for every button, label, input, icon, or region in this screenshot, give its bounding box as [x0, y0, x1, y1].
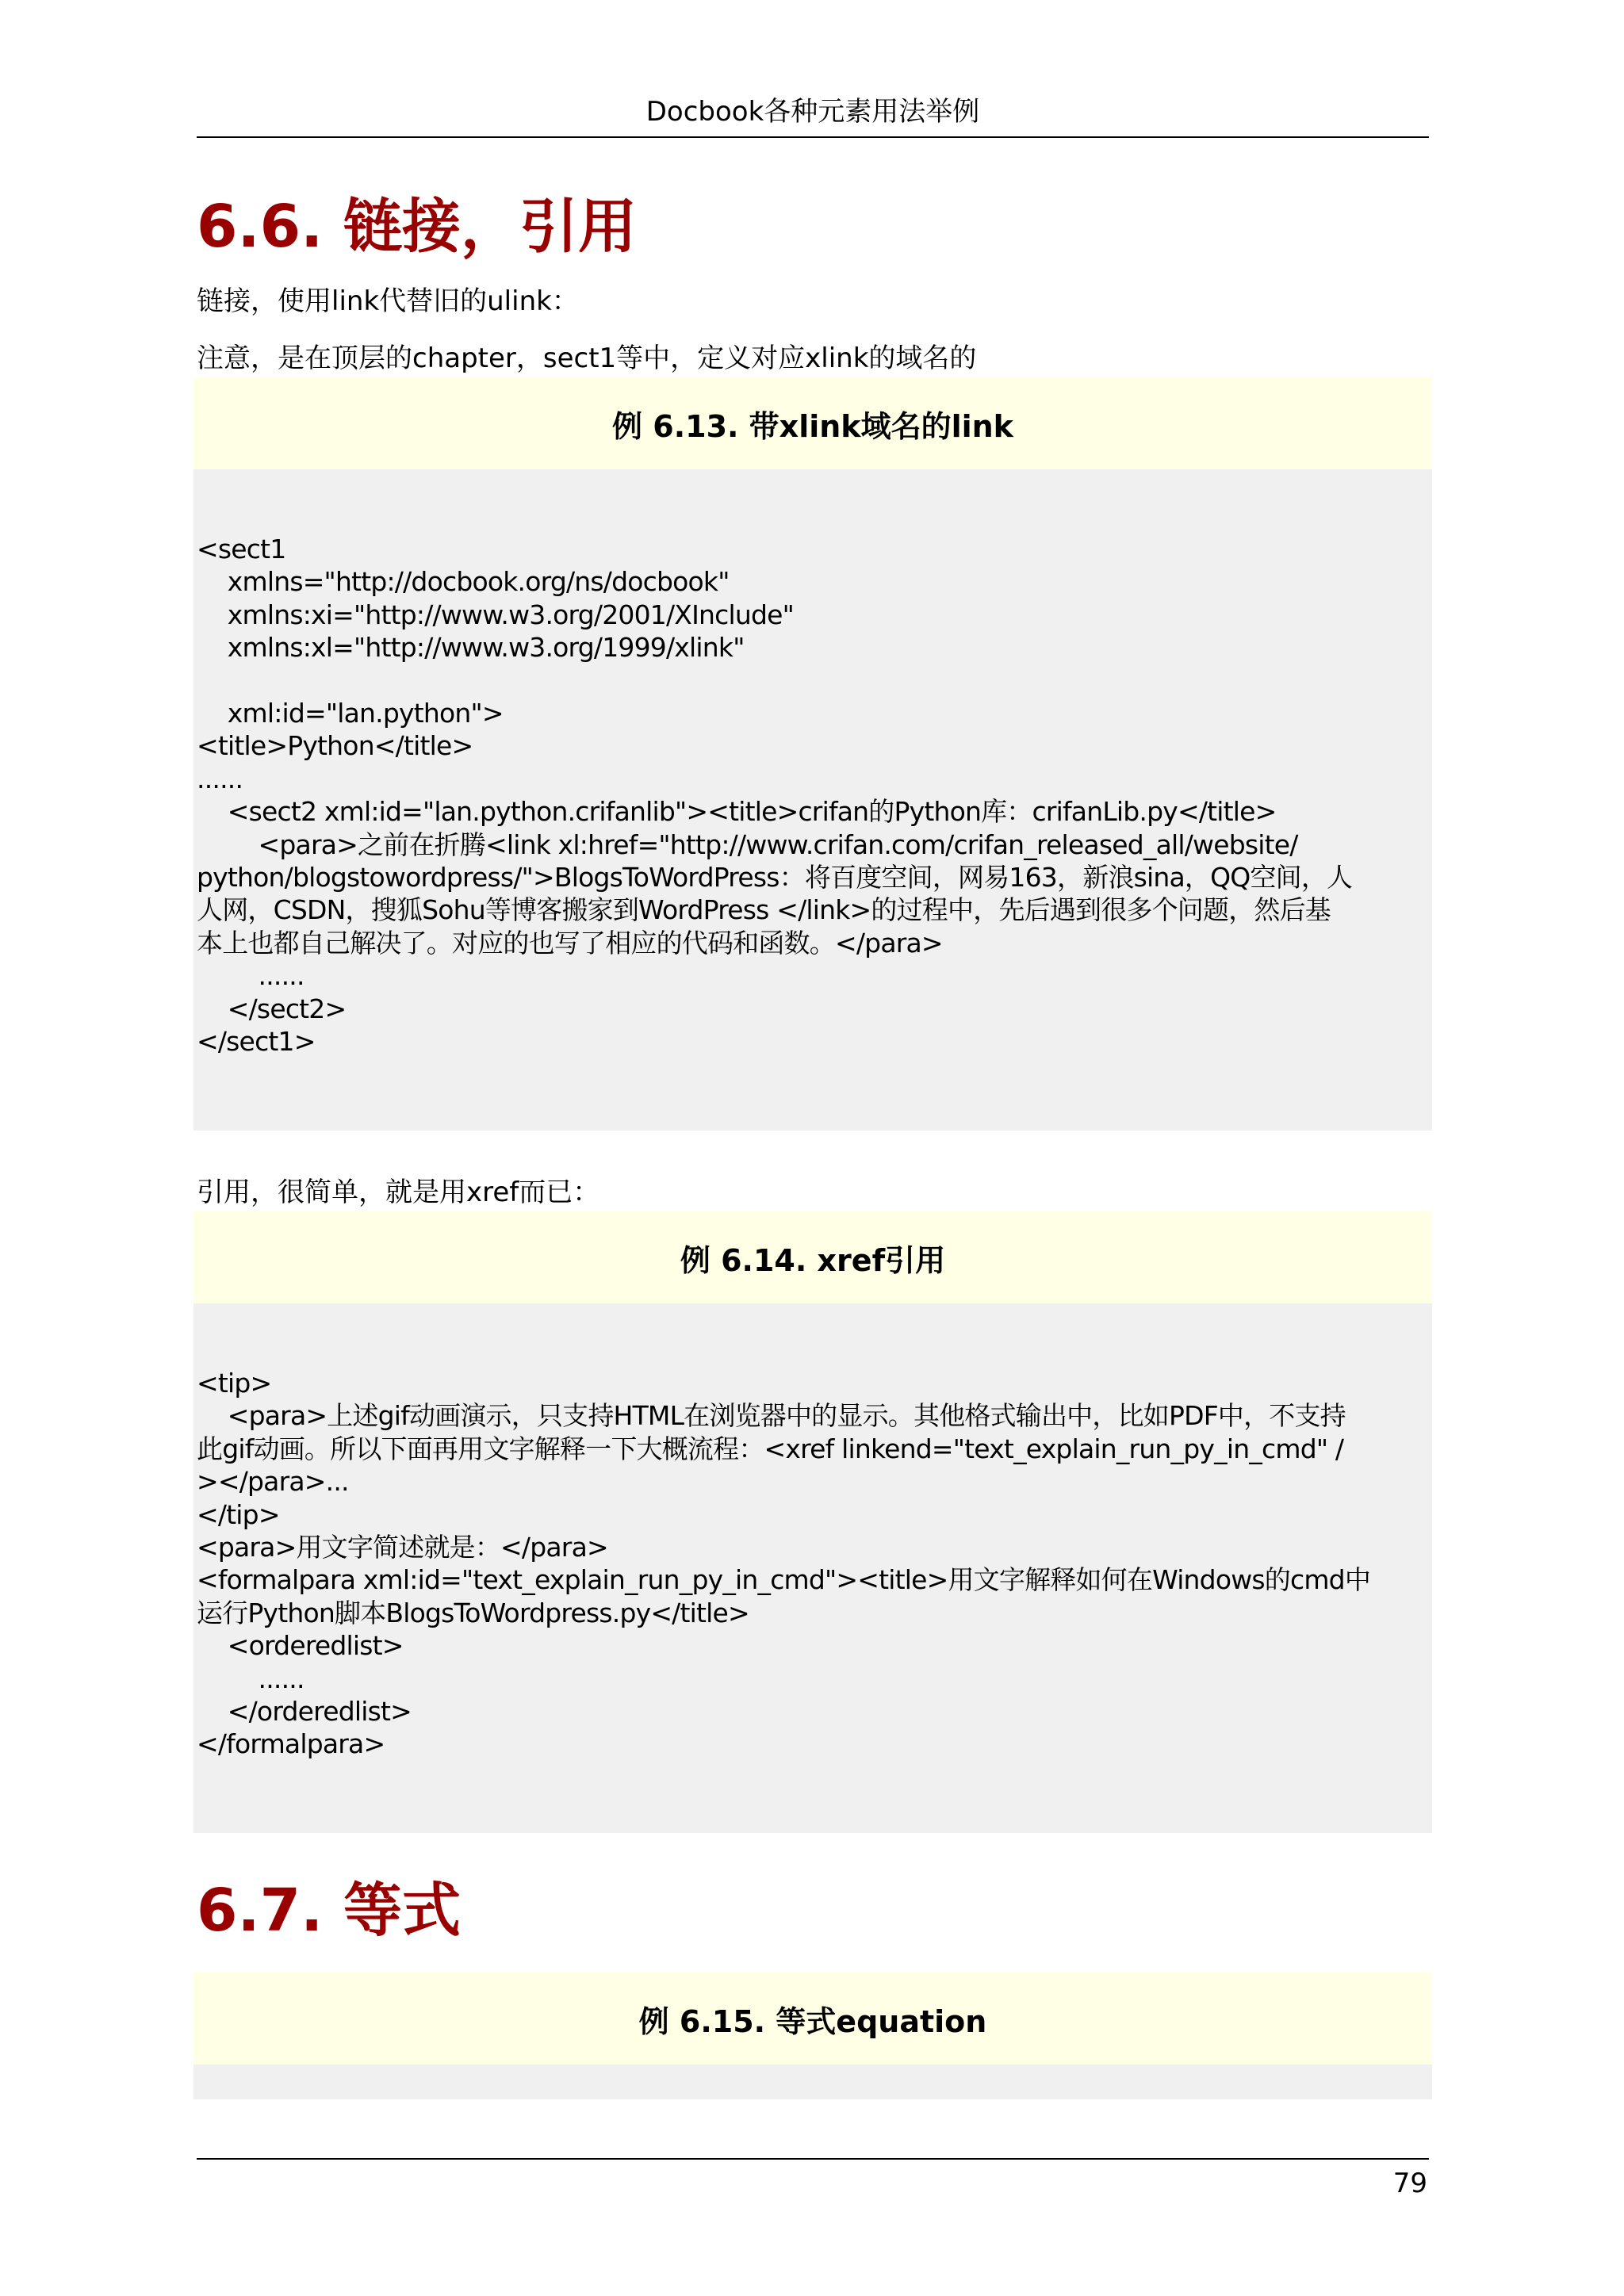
example-6-14 — [193, 1211, 1432, 1833]
example-title: 例 6.15. 等式equation — [193, 1973, 1432, 2064]
code-block — [193, 2064, 1432, 2099]
footer-rule — [197, 2158, 1429, 2160]
paragraph-xref-usage: 引用，很简单，就是用xref而已： — [197, 1177, 600, 1208]
code-listing: <sect1 xmlns="http://docbook.org/ns/docbook" xmlns:xi="http://www.w3.org/2001/XInclude" xmlns:xl="http://www.w3.org/1999/xlink" xml:id="lan.python"> <title>Python</title> ...... <sect2 xml:id="lan.python.crifanlib"><title>crifan的Python库：crifanLib.py</title> <para>之前在折腾<link xl:href="http://www.crifan.com/crifan_released_all/website/ python/blogstowordpress/">BlogsToWordPress：将百度空间，网易163，新浪sina，QQ空间，人 人网，CSDN，搜狐Sohu等博客搬家到WordPress </link>的过程中，先后遇到很多个问题，然后基 本上也都自己解决了。对应的也写了相应的代码和函数。</para> ...... </sect2> </sect1> — [197, 534, 1353, 1058]
page-number: 79 — [1392, 2168, 1427, 2199]
paragraph-link-usage: 链接，使用link代替旧的ulink： — [197, 285, 579, 317]
code-block — [193, 469, 1432, 1131]
header-rule — [197, 136, 1429, 138]
example-6-15 — [193, 1973, 1432, 2099]
paragraph-xlink-note: 注意，是在顶层的chapter，sect1等中，定义对应xlink的域名的 — [197, 342, 977, 374]
code-block — [193, 1303, 1432, 1833]
example-title: 例 6.13. 带xlink域名的link — [193, 377, 1432, 469]
example-6-13 — [193, 377, 1432, 1131]
example-title: 例 6.14. xref引用 — [193, 1211, 1432, 1303]
document-title: Docbook各种元素用法举例 — [645, 96, 980, 128]
section-heading-6-7: 6.7. 等式 — [197, 1877, 461, 1945]
code-listing: <tip> <para>上述gif动画演示，只支持HTML在浏览器中的显示。其他格式输出中，比如PDF中，不支持 此gif动画。所以下面再用文字解释一下大概流程：<xref linkend="text_explain_run_py_in_cmd" / ></para>... </tip> <para>用文字简述就是：</para> <formalpara xml:id="text_explain_run_py_in_cmd"><title>用文字解释如何在Windows的cmd中 运行Python脚本BlogsToWordpress.py</title> <orderedlist> ...... </orderedlist> </formalpara> — [197, 1368, 1371, 1760]
section-heading-6-6: 6.6. 链接，引用 — [197, 193, 637, 261]
